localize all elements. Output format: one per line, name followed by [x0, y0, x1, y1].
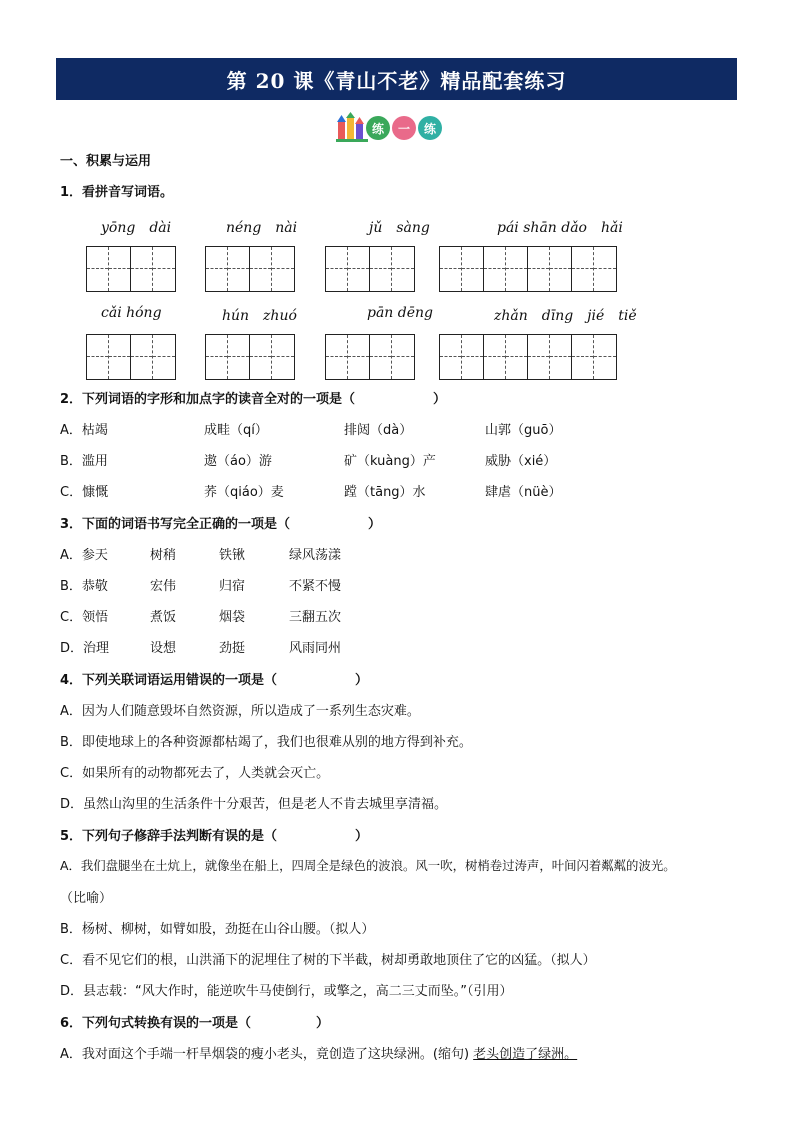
option-answer: 老头创造了绿洲。 — [473, 1047, 578, 1062]
option: A．枯竭 — [60, 423, 108, 438]
option: 设想 — [150, 641, 177, 656]
pinyin-2: néng nài — [226, 220, 298, 236]
answer-grid[interactable] — [205, 334, 295, 380]
option: 排闼（dà） — [344, 423, 413, 438]
pinyin-6: hún zhuó — [222, 308, 297, 324]
option: C．领悟 — [60, 610, 109, 625]
option: 威胁（xié） — [485, 454, 557, 469]
option — [60, 1043, 577, 1062]
answer-grid[interactable] — [325, 334, 415, 380]
answer-grid[interactable] — [86, 246, 176, 292]
option: 遨（áo）游 — [204, 454, 272, 469]
option: 三翻五次 — [289, 610, 342, 625]
option: D．虽然山沟里的生活条件十分艰苦，但是老人不肯去城里享清福。 — [60, 797, 448, 812]
pinyin-3: jǔ sàng — [369, 220, 430, 236]
option: 荞（qiáo）麦 — [204, 485, 284, 500]
answer-grid[interactable] — [439, 246, 617, 292]
practice-badge — [336, 110, 446, 144]
badge-char-1: 练 — [366, 116, 390, 140]
option: D．县志载：“风大作时，能逆吹牛马使倒行，或擎之，高二三丈而坠。”（引用） — [60, 984, 513, 999]
section-heading: 一、积累与运用 — [60, 154, 152, 169]
question-1: 1．看拼音写词语。 — [60, 185, 174, 200]
option: 归宿 — [219, 579, 246, 594]
pinyin-4: pái shān dǎo hǎi — [497, 220, 623, 236]
option: 树稍 — [150, 548, 177, 563]
option: 宏伟 — [150, 579, 177, 594]
option: A．我们盘腿坐在土炕上，就像坐在船上，四周全是绿色的波浪。风一吹，树梢卷过涛声，叶间闪着粼粼的波光。 — [60, 858, 676, 873]
pinyin-1: yōng dài — [101, 220, 172, 236]
option: （比喻） — [60, 891, 113, 906]
option: 绿风荡漾 — [289, 548, 342, 563]
page-title: 第 20 课《青山不老》精品配套练习 — [56, 58, 737, 100]
question-3: 3．下面的词语书写完全正确的一项是（ ） — [60, 517, 382, 532]
option: A．参天 — [60, 548, 108, 563]
option: 烟袋 — [219, 610, 246, 625]
option: C．看不见它们的根，山洪涌下的泥埋住了树的下半截，树却勇敢地顶住了它的凶猛。（拟人） — [60, 953, 596, 968]
option: A．因为人们随意毁坏自然资源，所以造成了一系列生态灾难。 — [60, 704, 420, 719]
pinyin-5: cǎi hóng — [101, 305, 162, 321]
pinyin-8: zhǎn dīng jié tiě — [494, 308, 637, 324]
question-6: 6．下列句式转换有误的一项是（ ） — [60, 1016, 330, 1031]
option: 劲挺 — [219, 641, 246, 656]
option: D．治理 — [60, 641, 110, 656]
option: B．杨树、柳树，如臂如股，劲挺在山谷山腰。（拟人） — [60, 922, 375, 937]
option: C．慷慨 — [60, 485, 109, 500]
option: B．恭敬 — [60, 579, 108, 594]
houses-icon — [336, 112, 370, 142]
option: 铁锹 — [219, 548, 246, 563]
answer-grid[interactable] — [325, 246, 415, 292]
answer-grid[interactable] — [205, 246, 295, 292]
question-5: 5．下列句子修辞手法判断有误的是（ ） — [60, 829, 369, 844]
option: C．如果所有的动物都死去了，人类就会灭亡。 — [60, 766, 330, 781]
question-4: 4．下列关联词语运用错误的一项是（ ） — [60, 673, 369, 688]
option: 成畦（qí） — [204, 423, 268, 438]
answer-grid[interactable] — [86, 334, 176, 380]
option: B．滥用 — [60, 454, 108, 469]
option: 煮饭 — [150, 610, 177, 625]
option: 蹚（tāng）水 — [344, 485, 426, 500]
option: 矿（kuàng）产 — [344, 454, 436, 469]
question-2: 2．下列词语的字形和加点字的读音全对的一项是（ ） — [60, 392, 447, 407]
option: 不紧不慢 — [289, 579, 342, 594]
option: 风雨同州 — [289, 641, 342, 656]
badge-char-2: 一 — [392, 116, 416, 140]
option: B．即使地球上的各种资源都枯竭了，我们也很难从别的地方得到补充。 — [60, 735, 472, 750]
option: 山郭（guō） — [485, 423, 562, 438]
pinyin-7: pān dēng — [367, 305, 434, 321]
option: 肆虐（nüè） — [485, 485, 562, 500]
badge-char-3: 练 — [418, 116, 442, 140]
option-text: A．我对面这个手端一杆旱烟袋的瘦小老头，竟创造了这块绿洲。(缩句) — [60, 1047, 474, 1062]
answer-grid[interactable] — [439, 334, 617, 380]
